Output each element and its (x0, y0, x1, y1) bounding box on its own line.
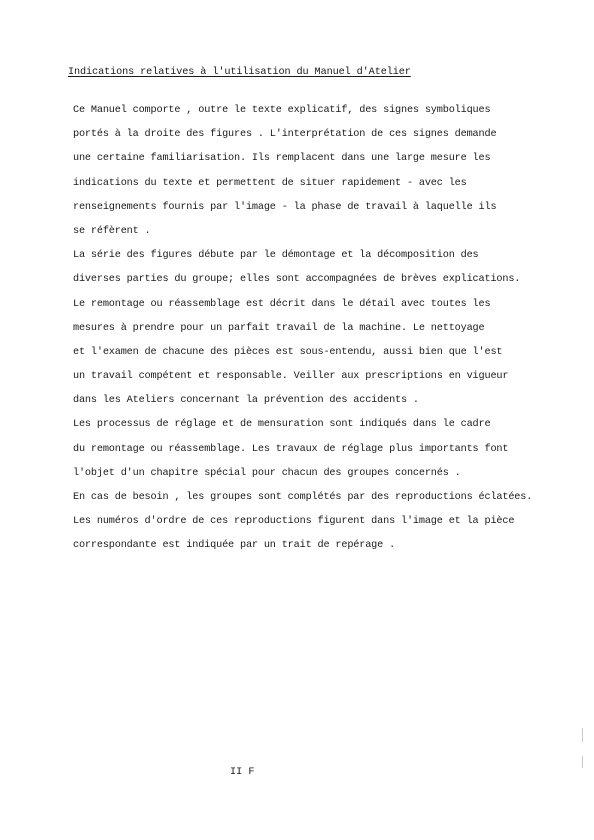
scan-edge-mark (582, 756, 583, 768)
text-line: mesures à prendre pour un parfait travail de la machine. Le nettoyage (73, 322, 485, 334)
text-line: se réfèrent . (73, 225, 151, 237)
text-line: dans les Ateliers concernant la prévention des accidents . (73, 395, 419, 407)
text-line: une certaine familiarisation. Ils remplacent dans une large mesure les (73, 153, 491, 165)
text-line: l'objet d'un chapitre spécial pour chacun des groupes concernés . (73, 467, 461, 479)
text-line: Ce Manuel comporte , outre le texte explicatif, des signes symboliques (73, 105, 491, 116)
body-text (73, 99, 563, 559)
text-line: indications du texte et permettent de situer rapidement - avec les (73, 177, 467, 189)
document-title: Indications relatives à l'utilisation du Manuel d'Atelier (68, 67, 411, 78)
text-line: et l'examen de chacune des pièces est sous-entendu, aussi bien que l'est (73, 346, 503, 358)
text-line: Les numéros d'ordre de ces reproductions figurent dans l'image et la pièce (73, 516, 515, 528)
text-line: diverses parties du groupe; elles sont accompagnées de brèves explications. (73, 274, 521, 286)
text-line: du remontage ou réassemblage. Les travaux de réglage plus importants font (73, 443, 509, 455)
text-line: renseignements fournis par l'image - la phase de travail à laquelle ils (73, 201, 497, 213)
text-line: un travail compétent et responsable. Veiller aux prescriptions en vigueur (73, 371, 509, 383)
text-line: La série des figures débute par le démontage et la décomposition des (73, 250, 479, 262)
text-line: Les processus de réglage et de mensuration sont indiqués dans le cadre (73, 419, 491, 431)
text-line: En cas de besoin , les groupes sont complétés par des reproductions éclatées. (73, 492, 533, 503)
page-number: II F (230, 767, 255, 778)
text-line: correspondante est indiquée par un trait de repérage . (73, 540, 396, 552)
scan-edge-mark (582, 728, 583, 742)
text-line: Le remontage ou réassemblage est décrit dans le détail avec toutes les (73, 298, 491, 310)
text-line: portés à la droite des figures . L'interprétation de ces signes demande (73, 129, 497, 141)
